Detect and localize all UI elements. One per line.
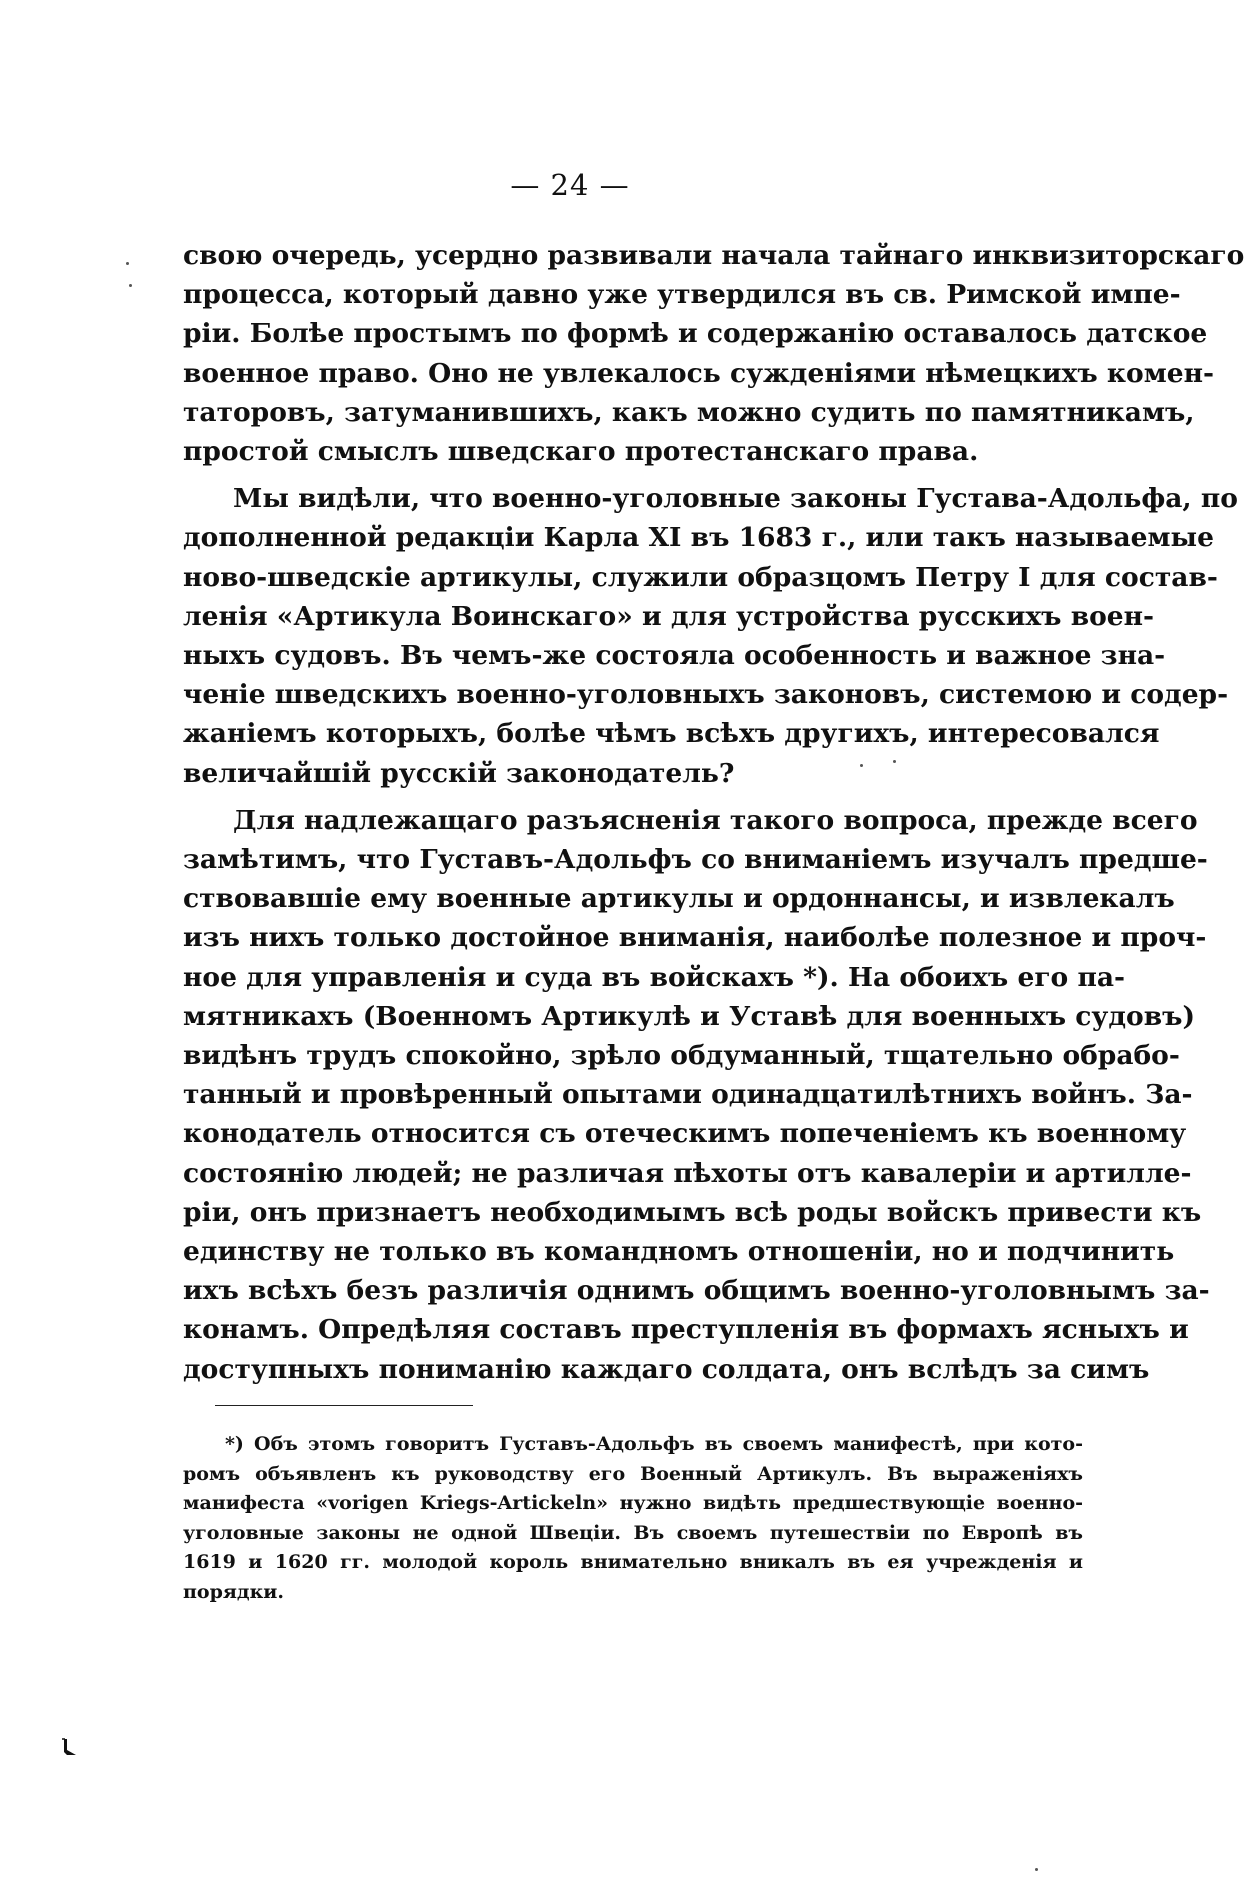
paragraph-1 — [183, 236, 1244, 471]
text-line: величайшій русскій законодатель? — [183, 757, 735, 789]
text-line: замѣтимъ, что Густавъ-Адольфъ со вниманіемъ изучалъ предше- — [183, 844, 1208, 876]
page-number: — 24 — — [510, 168, 630, 202]
text-line: таторовъ, затуманившихъ, какъ можно судить по памятникамъ, — [183, 396, 1195, 428]
text-line: ченіе шведскихъ военно-уголовныхъ законовъ, системою и содер- — [183, 679, 1229, 711]
text-line: изъ нихъ только достойное вниманія, наиболѣе полезное и проч- — [183, 922, 1207, 954]
text-line: Для надлежащаго разъясненія такого вопроса, прежде всего — [233, 804, 1198, 836]
paragraph-3 — [183, 801, 1210, 1389]
text-line: конодатель относится съ отеческимъ попеченіемъ къ военному — [183, 1118, 1187, 1150]
footnote-line: ромъ объявленъ къ руководству его Военный Артикулъ. Въ выраженіяхъ — [183, 1462, 1083, 1485]
text-line: военное право. Оно не увлекалось сужденіями нѣмецкихъ комен- — [183, 357, 1214, 389]
text-line: доступныхъ пониманію каждаго солдата, онъ вслѣдъ за симъ — [183, 1353, 1150, 1385]
text-line: процесса, который давно уже утвердился въ св. Римской импе- — [183, 279, 1181, 311]
text-line: состоянію людей; не различая пѣхоты отъ кавалеріи и артилле- — [183, 1157, 1192, 1189]
text-line: жаніемъ которыхъ, болѣе чѣмъ всѣхъ другихъ, интересовался — [183, 718, 1160, 750]
footnote-line: 1619 и 1620 гг. молодой король внимательно вникалъ въ ея учрежденія и — [183, 1551, 1083, 1573]
text-line: ленія «Артикула Воинскаго» и для устройства русскихъ воен- — [183, 600, 1155, 632]
text-line: дополненной редакціи Карла XI въ 1683 г., или такъ называемые — [183, 522, 1214, 554]
scan-speck — [129, 284, 132, 287]
text-line: видѣнъ трудъ спокойно, зрѣло обдуманный, тщательно обрабо- — [183, 1040, 1180, 1072]
text-line: ріи. Болѣе простымъ по формѣ и содержанію оставалось датское — [183, 318, 1208, 350]
footnote-divider — [215, 1405, 473, 1406]
text-line: ріи, онъ признаетъ необходимымъ всѣ роды войскъ привести къ — [183, 1196, 1202, 1228]
text-line: Мы видѣли, что военно-уголовные законы Густава-Адольфа, по — [233, 483, 1238, 515]
text-line: ныхъ судовъ. Въ чемъ-же состояла особенность и важное зна- — [183, 640, 1166, 672]
text-line: танный и провѣренный опытами одинадцатилѣтнихъ войнъ. За- — [183, 1079, 1193, 1111]
text-line: простой смыслъ шведскаго протестанскаго права. — [183, 436, 979, 468]
footnote-line: манифеста «vorigen Kriegs-Artickeln» нужно видѣть предшествующіе военно- — [183, 1492, 1083, 1514]
text-line: ное для управленія и суда въ войскахъ *). На обоихъ его па- — [183, 961, 1126, 993]
text-line: ново-шведскіе артикулы, служили образцомъ Петру I для состав- — [183, 561, 1218, 593]
main-text — [183, 236, 1244, 1389]
footnote-line: *) Объ этомъ говоритъ Густавъ-Адольфъ въ своемъ манифестѣ, при кото- — [225, 1433, 1083, 1455]
text-line: единству не только въ командномъ отношеніи, но и подчинить — [183, 1236, 1175, 1268]
scan-speck — [893, 760, 896, 763]
scan-speck — [860, 764, 863, 767]
text-line: свою очередь, усердно развивали начала тайнаго инквизиторскаго — [183, 240, 1244, 271]
text-line: конамъ. Опредѣляя составъ преступленія въ формахъ ясныхъ и — [183, 1314, 1189, 1346]
paragraph-2 — [183, 479, 1238, 793]
footnote-line: порядки. — [183, 1580, 284, 1603]
text-line: ствовавшіе ему военные артикулы и ордоннансы, и извлекалъ — [183, 883, 1175, 915]
footnote-line: уголовные законы не одной Швеціи. Въ своемъ путешествіи по Европѣ въ — [183, 1521, 1083, 1544]
text-line: ихъ всѣхъ безъ различія однимъ общимъ военно-уголовнымъ за- — [183, 1275, 1210, 1307]
scan-speck — [1035, 1868, 1038, 1871]
scan-mark-icon — [62, 1738, 82, 1758]
footnote — [183, 1430, 1083, 1607]
text-line: мятникахъ (Военномъ Артикулѣ и Уставѣ для военныхъ судовъ) — [183, 1000, 1195, 1032]
scan-speck — [126, 262, 129, 265]
